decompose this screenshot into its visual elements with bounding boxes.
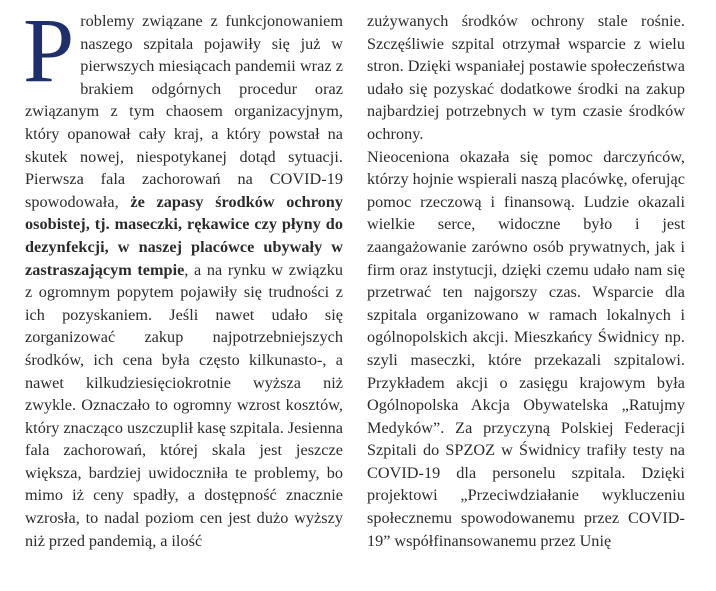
paragraph-1-text-b: , a na rynku w związku z ogromnym popytem pojawiły się trudności z ich pozyskaniem. Jeśli nawet udało się zorganizować zakup najpotrzebniejszych środków, ich cena była często kilkunasto-, a nawet kilkudziesięciokrotnie wyższa niż zwykle. Oznaczało to ogromny wzrost kosztów, który znacząco uszczuplił kasę szpitala. Jesienna fala zachorowań, której skala jest jeszcze większa, bardziej uwidoczniła te problemy, bo mimo iż ceny spadły, a dostępność znacznie wzrosła, to nadal poziom cen jest dużo wyższy niż przed pandemią, a ilość (25, 260, 343, 550)
paragraph-1-bold-text: że zapasy środków ochrony osobistej, tj. maseczki, rękawice czy płyny do dezynfekcji, w naszej placówce ubywały w zastraszającym tempie (25, 192, 343, 279)
drop-cap: P (23, 0, 75, 101)
paragraph-1-text-a: roblemy związane z funkcjonowaniem naszego szpitala pojawiły się już w pierwszych miesiącach pandemii wraz z brakiem odgórnych procedur oraz związanym z tym chaosem organizacyjnym, który opanował cały kraj, a który powstał na skutek nowej, niespotykanej dotąd sytuacji. Pierwsza fala zachorowań na COVID-19 spowodowała, (25, 12, 343, 211)
paragraph-2: Nieoceniona okazała się pomoc darczyńców, którzy hojnie wspierali naszą placówkę, oferując pomoc rzeczową i finansową. Ludzie okazali wielkie serce, widoczne było i jest zaangażowanie zarówno osób prywatnych, jak i firm oraz instytucji, dzięki czemu udało nam się przetrwać ten najgorszy czas. Wsparcie dla szpitala organizowano w ramach lokalnych i ogólnopolskich akcji. Mieszkańcy Świdnicy np. szyli maseczki, które przekazali szpitalowi. Przykładem akcji o zasięgu krajowym była Ogólnopolska Akcja Obywatelska „Ratujmy Medyków”. Za przyczyną Polskiej Federacji Szpitali do SPZOZ w Świdnicy trafiły testy na COVID-19 dla personelu szpitala. Dzięki projektowi „Przeciwdziałanie wykluczeniu społecznemu spowodowanemu przez COVID-19” współfinansowanemu przez Unię (367, 147, 685, 550)
article-column-left (23, 0, 343, 552)
article-column-right (367, 10, 685, 552)
paragraph-1 (23, 0, 343, 552)
paragraph-1-continued: zużywanych środków ochrony stale rośnie. Szczęśliwie szpital otrzymał wsparcie z wielu stron. Dzięki wspaniałej postawie społeczeństwa udało się pozyskać dodatkowe środki na zakup najbardziej potrzebnych w tym czasie środków ochrony. (367, 12, 685, 143)
